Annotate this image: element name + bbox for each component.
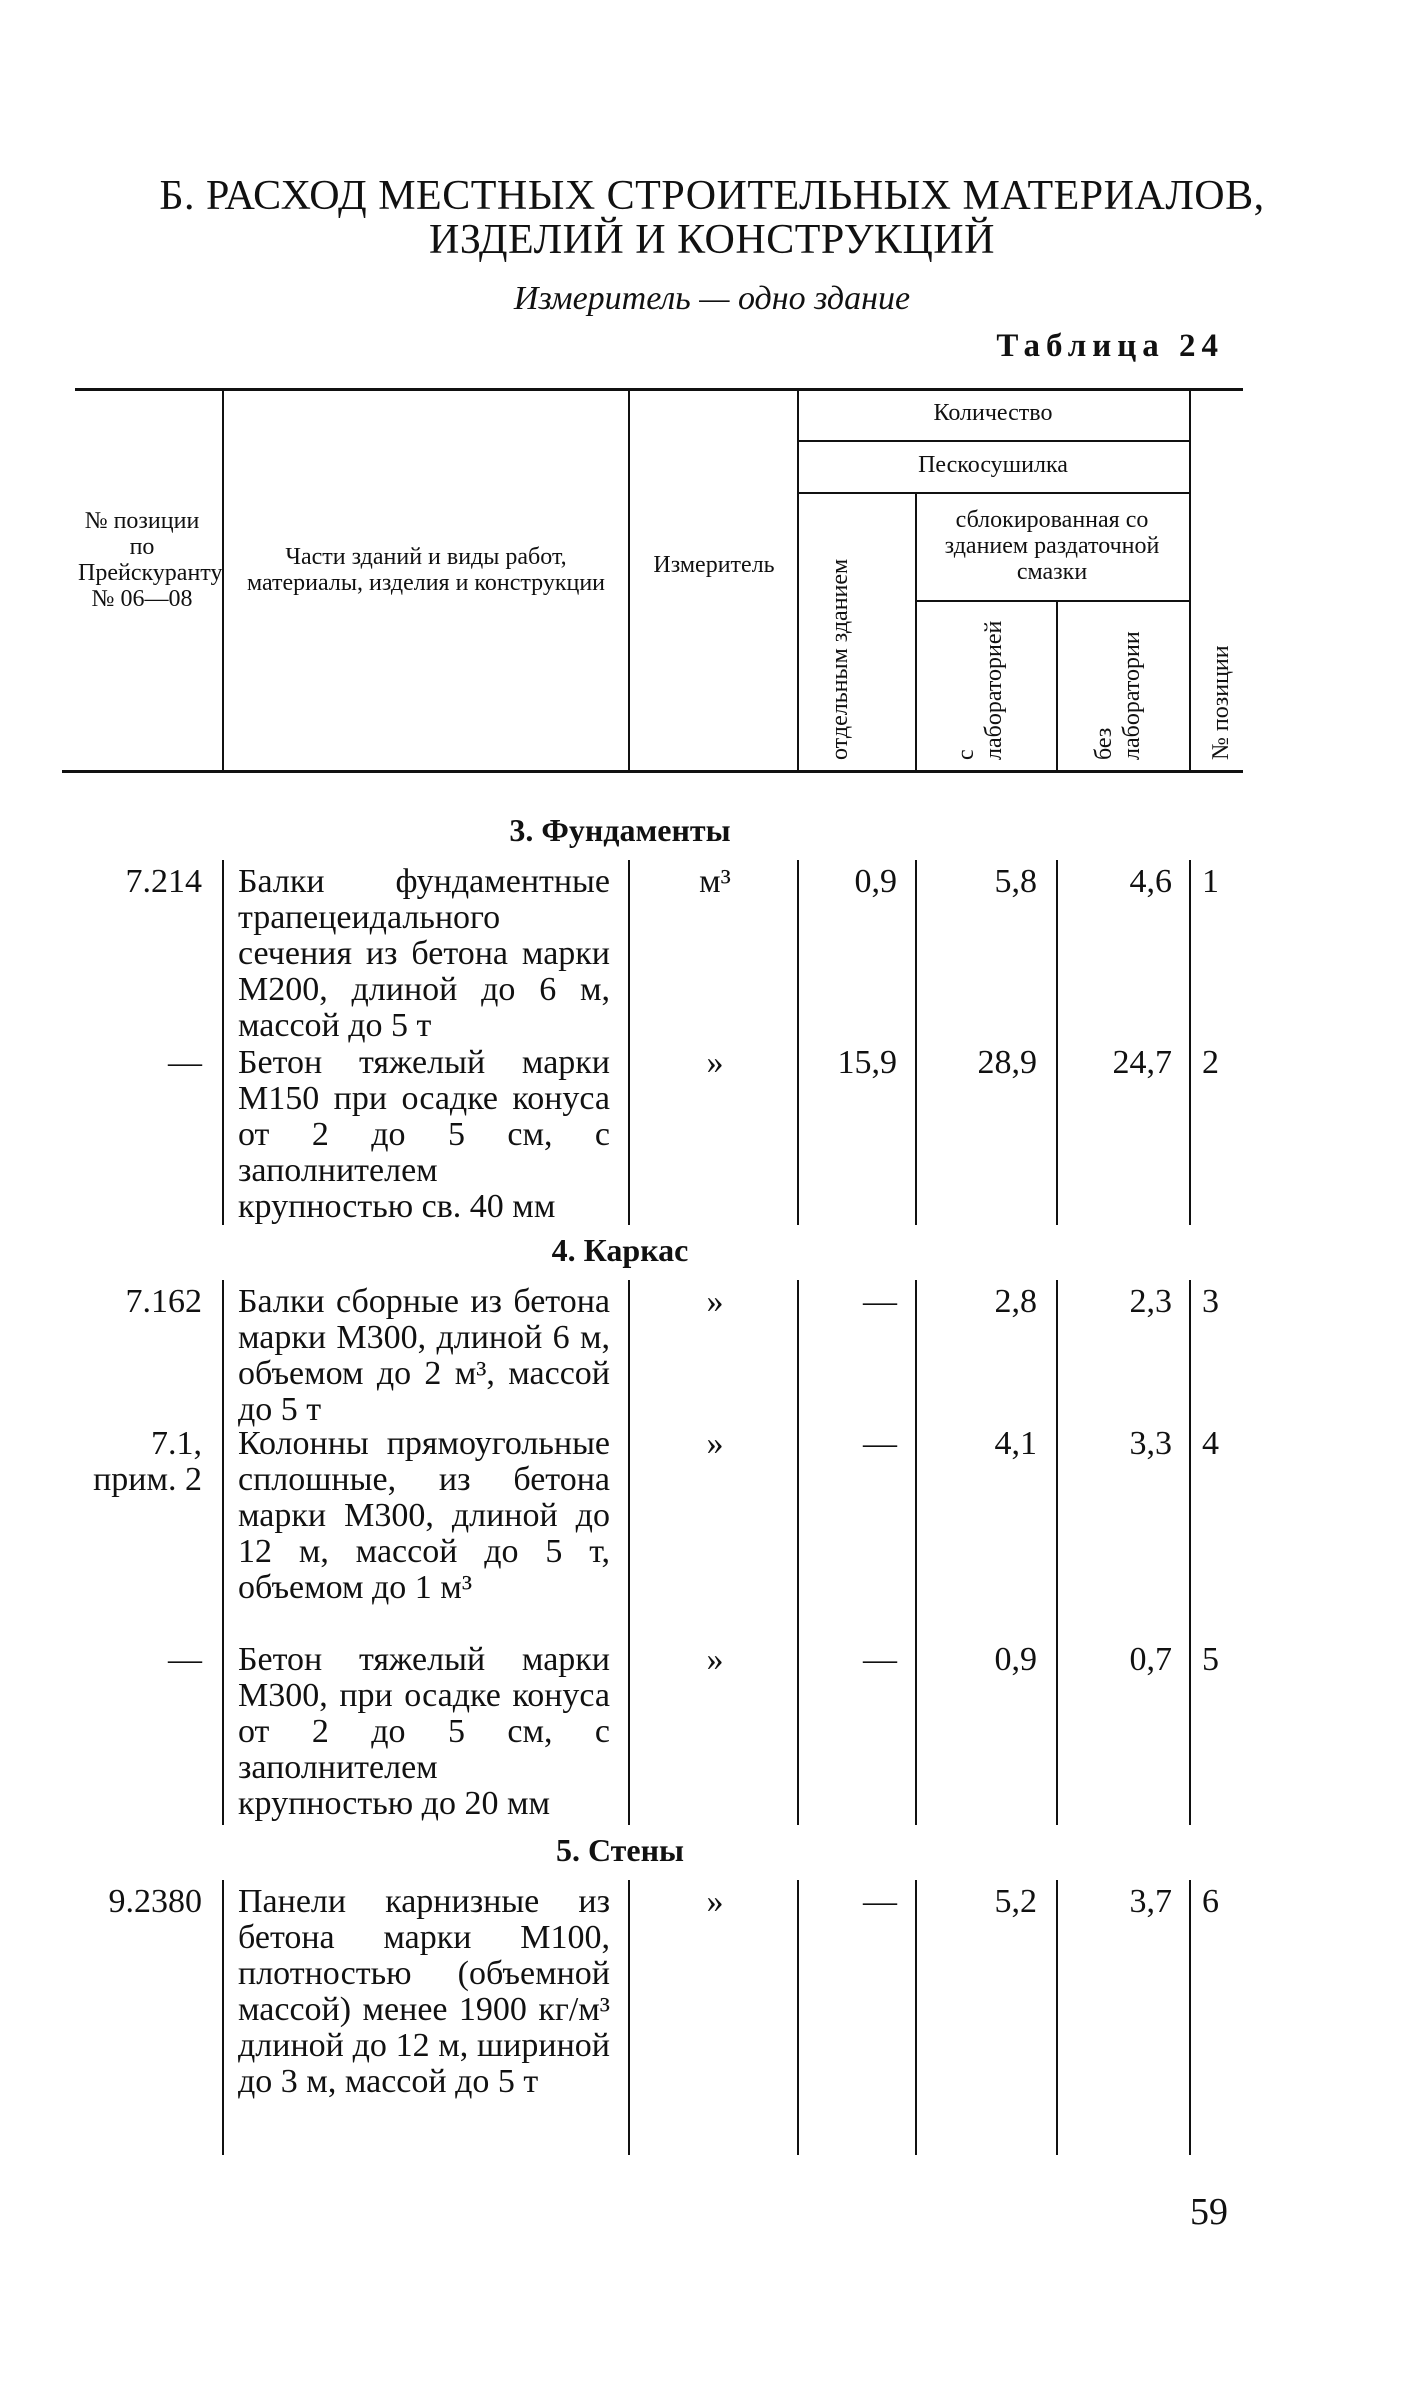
header-with-lab: с лабораторией — [953, 620, 1007, 760]
row-without-lab: 3,7 — [1129, 1883, 1172, 1920]
header-separate-building: отдельным зданием — [827, 558, 853, 760]
row-position: 7.1, прим. 2 — [93, 1425, 202, 1498]
row-separate: — — [863, 1283, 897, 1320]
row-with-lab: 5,2 — [994, 1883, 1037, 1920]
header-col-unit: Измеритель — [653, 552, 775, 578]
page-number: 59 — [1190, 2191, 1228, 2233]
row-number: 3 — [1202, 1283, 1219, 1320]
body-vline-b — [628, 1880, 630, 2155]
row-unit: » — [706, 1283, 724, 1320]
row-description: Панели карнизные из бетона марки М100, плотностью (объемной массой) менее 1900 кг/м³ длиной до 12 м, шириной до 3 м, массой до 5 т — [238, 1883, 610, 2100]
body-vline-d — [915, 860, 917, 1225]
header-blocked: сблокированная со зданием раздаточной смазки — [944, 507, 1160, 585]
row-without-lab: 24,7 — [1112, 1044, 1172, 1081]
row-description: Балки сборные из бетона марки М300, длиной 6 м, объемом до 2 м³, массой до 5 т — [238, 1283, 610, 1428]
body-vline-c — [797, 860, 799, 1225]
body-vline-f — [1189, 860, 1191, 1225]
header-quantity: Количество — [933, 400, 1053, 426]
header-without-lab: без лаборатории — [1091, 631, 1145, 760]
body-vline-f — [1189, 1880, 1191, 2155]
row-unit: » — [706, 1883, 724, 1920]
section-title-walls: 5. Стены — [555, 1832, 685, 1868]
row-position: — — [168, 1641, 202, 1678]
row-with-lab: 5,8 — [994, 863, 1037, 900]
heading-line2: ИЗДЕЛИЙ И КОНСТРУКЦИЙ — [429, 217, 995, 263]
row-unit: м³ — [699, 863, 731, 900]
row-unit: » — [706, 1641, 724, 1678]
row-separate: 15,9 — [837, 1044, 897, 1081]
row-position: 7.162 — [125, 1283, 202, 1320]
row-description: Бетон тяжелый марки М300, при осадке конуса от 2 до 5 см, с заполнителем крупностью до 20 мм — [238, 1641, 610, 1822]
header-vline-3 — [797, 390, 799, 770]
row-separate: — — [863, 1883, 897, 1920]
body-vline-d — [915, 1880, 917, 2155]
header-top-rule — [75, 388, 1243, 391]
body-vline-e — [1056, 1280, 1058, 1825]
body-vline-a — [222, 1280, 224, 1825]
body-vline-d — [915, 1280, 917, 1825]
heading-line1: Б. РАСХОД МЕСТНЫХ СТРОИТЕЛЬНЫХ МАТЕРИАЛОВ, — [159, 173, 1265, 219]
header-vline-5 — [1056, 602, 1058, 770]
body-vline-e — [1056, 860, 1058, 1225]
row-without-lab: 2,3 — [1129, 1283, 1172, 1320]
body-vline-c — [797, 1280, 799, 1825]
row-number: 1 — [1202, 863, 1219, 900]
header-rule-quantity — [797, 440, 1189, 442]
header-vline-4 — [915, 494, 917, 770]
header-bottom-rule — [62, 770, 1243, 773]
row-with-lab: 4,1 — [994, 1425, 1037, 1462]
subtitle: Измеритель — одно здание — [513, 280, 911, 317]
row-without-lab: 0,7 — [1129, 1641, 1172, 1678]
row-separate: — — [863, 1641, 897, 1678]
row-position: 7.214 — [125, 863, 202, 900]
header-row-number: № позиции — [1208, 645, 1234, 760]
body-vline-f — [1189, 1280, 1191, 1825]
row-without-lab: 4,6 — [1129, 863, 1172, 900]
row-with-lab: 28,9 — [977, 1044, 1037, 1081]
row-unit: » — [706, 1425, 724, 1462]
body-vline-c — [797, 1880, 799, 2155]
row-position: 9.2380 — [108, 1883, 202, 1920]
body-vline-a — [222, 860, 224, 1225]
body-vline-a — [222, 1880, 224, 2155]
header-vline-6 — [1189, 390, 1191, 770]
row-number: 6 — [1202, 1883, 1219, 1920]
row-unit: » — [706, 1044, 724, 1081]
section-title-frame: 4. Каркас — [551, 1232, 689, 1268]
row-number: 2 — [1202, 1044, 1219, 1081]
row-number: 5 — [1202, 1641, 1219, 1678]
body-vline-b — [628, 860, 630, 1225]
header-rule-blocked — [915, 600, 1189, 602]
row-without-lab: 3,3 — [1129, 1425, 1172, 1462]
row-number: 4 — [1202, 1425, 1219, 1462]
row-position: — — [168, 1044, 202, 1081]
body-vline-b — [628, 1280, 630, 1825]
header-sand-dryer: Пескосушилка — [918, 452, 1068, 478]
header-vline-2 — [628, 390, 630, 770]
row-description: Балки фундаментные трапецеидального сечения из бетона марки М200, длиной до 6 м, массой до 5 т — [238, 863, 610, 1044]
section-title-foundations: 3. Фундаменты — [509, 812, 731, 848]
row-description: Бетон тяжелый марки М150 при осадке конуса от 2 до 5 см, с заполнителем крупностью св. 40 мм — [238, 1044, 610, 1225]
row-with-lab: 2,8 — [994, 1283, 1037, 1320]
header-rule-dryer — [797, 492, 1189, 494]
header-vline-1 — [222, 390, 224, 770]
row-with-lab: 0,9 — [994, 1641, 1037, 1678]
body-vline-e — [1056, 1880, 1058, 2155]
header-col-parts: Части зданий и виды работ, материалы, изделия и конструкции — [246, 544, 606, 596]
row-separate: 0,9 — [854, 863, 897, 900]
row-separate: — — [863, 1425, 897, 1462]
row-description: Колонны прямоугольные сплошные, из бетона марки М300, длиной до 12 м, массой до 5 т, объемом до 1 м³ — [238, 1425, 610, 1606]
table-label: Таблица 24 — [996, 328, 1224, 364]
header-col-position: № позиции по Прейскуранту № 06—08 — [78, 508, 223, 612]
